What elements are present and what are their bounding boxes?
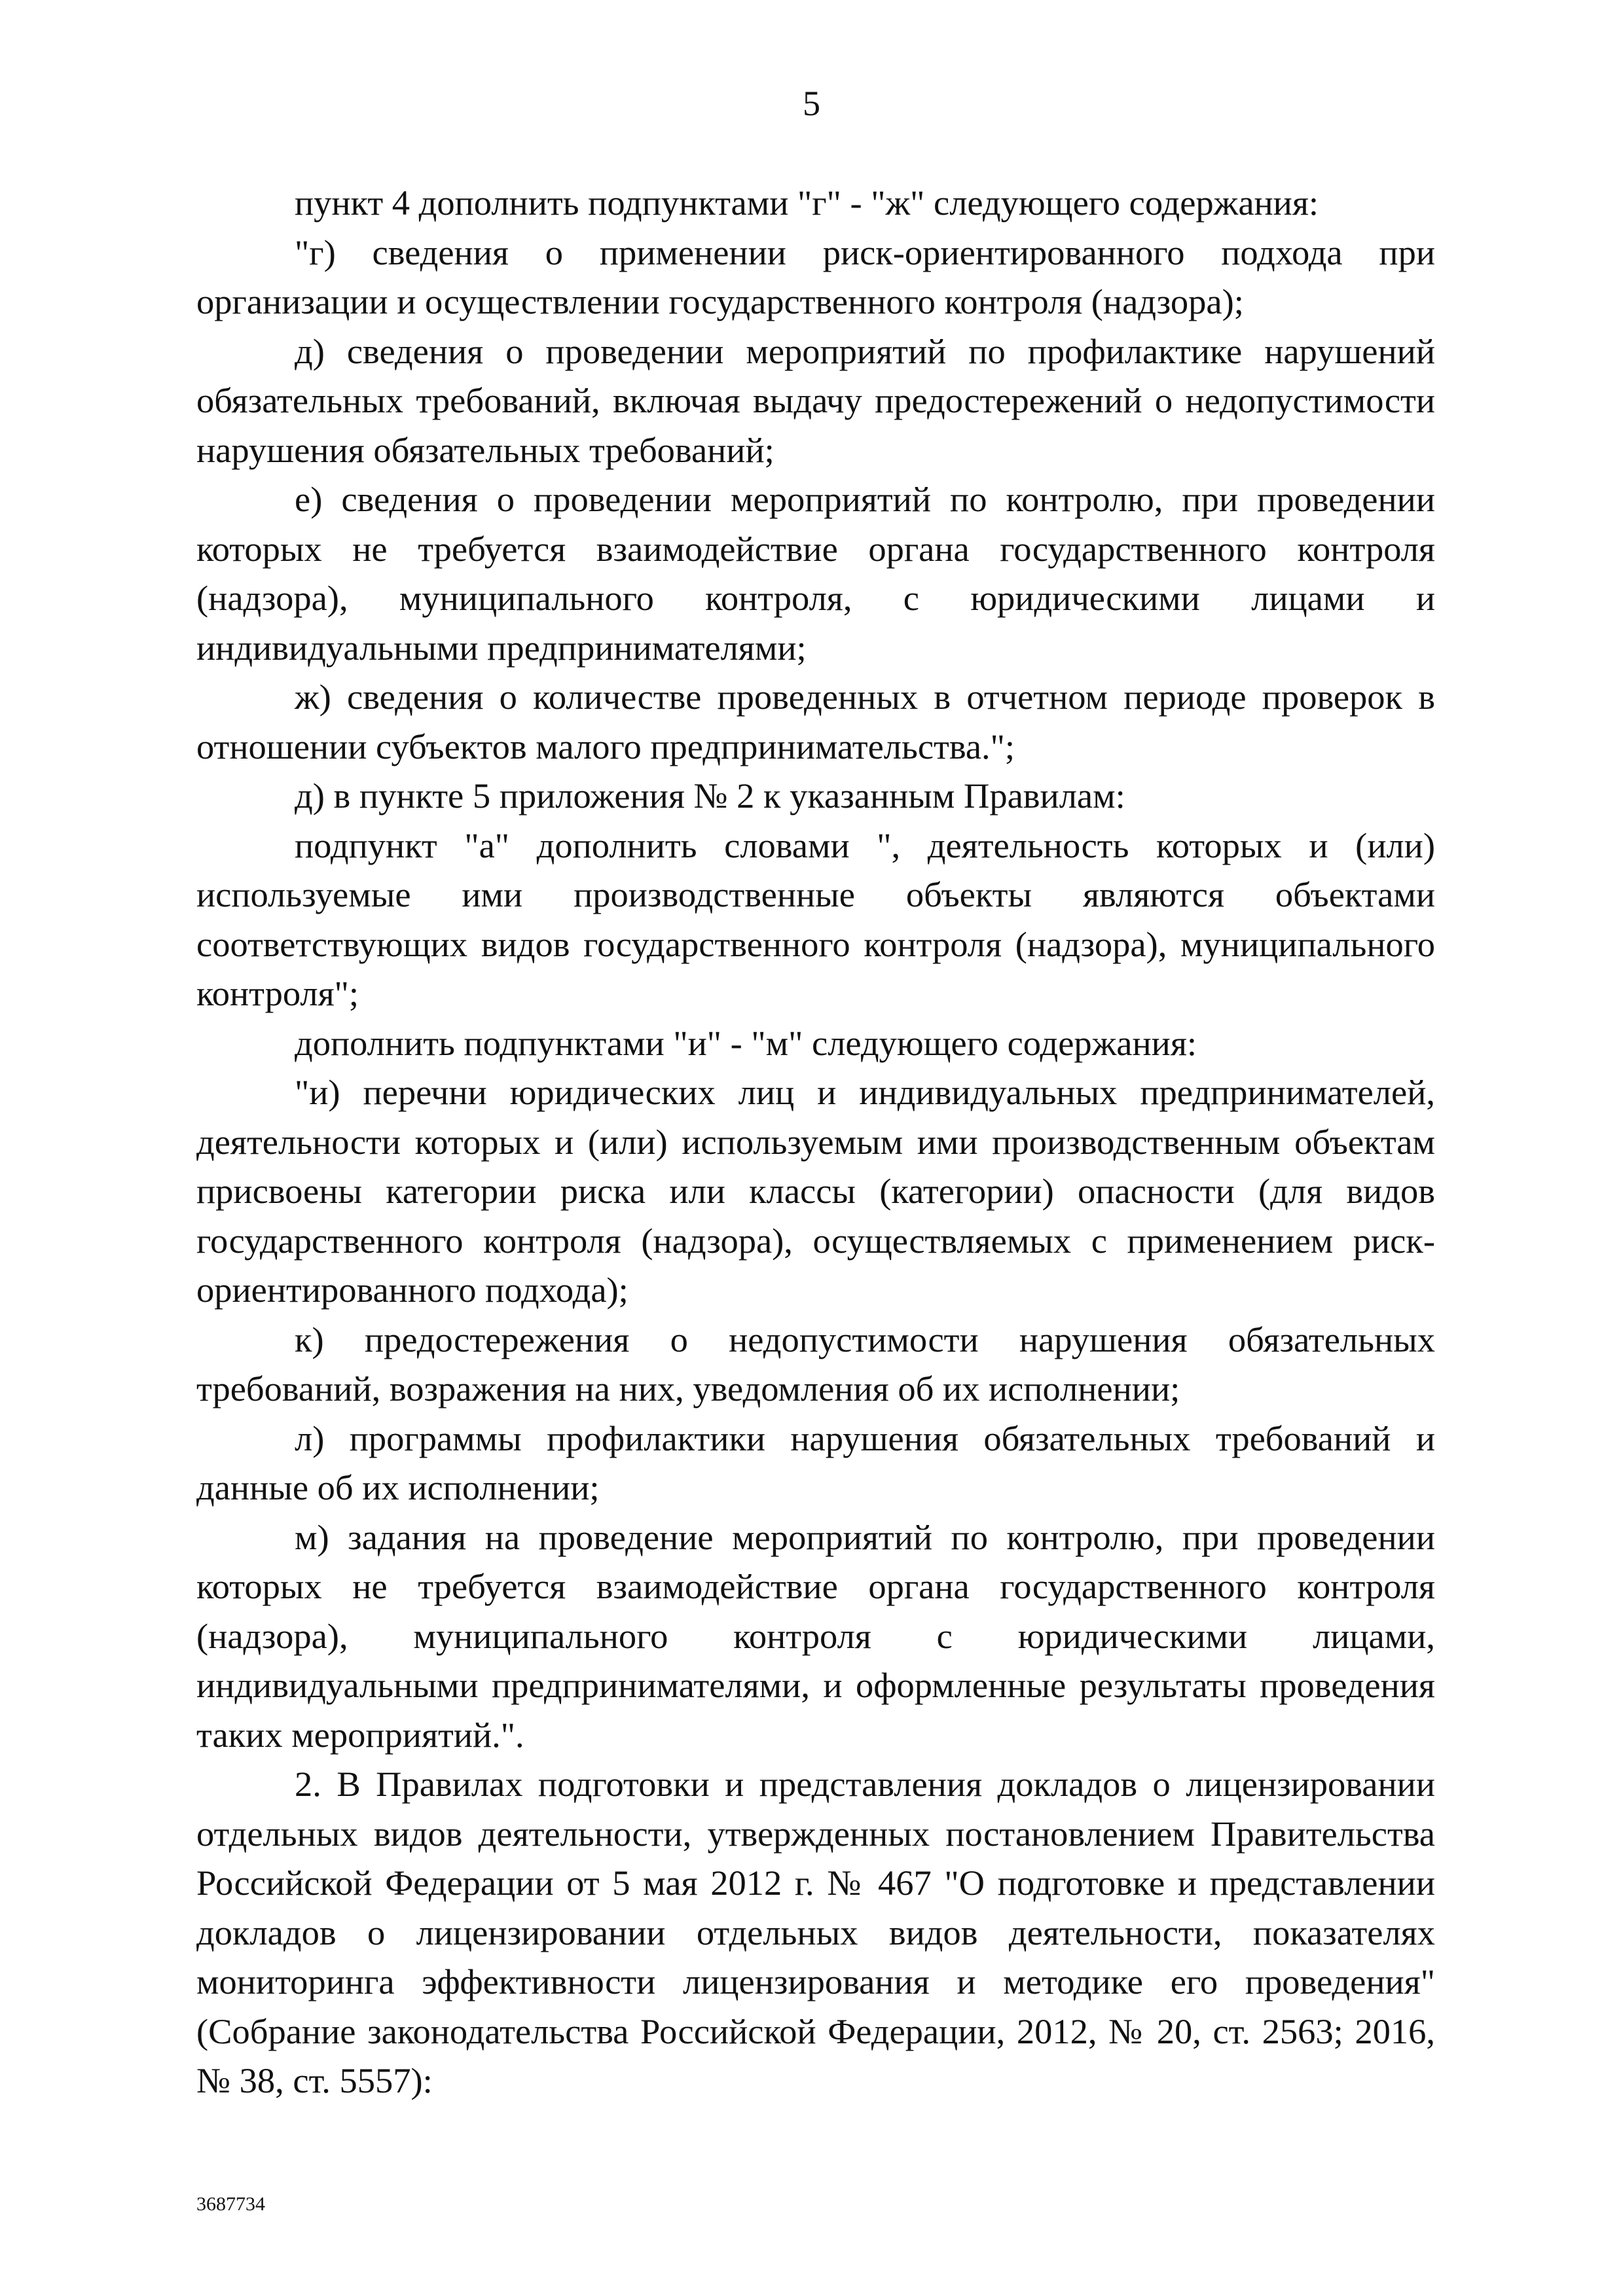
paragraph-item-d-point-5: д) в пункте 5 приложения № 2 к указанным Правилам: [295, 776, 1125, 816]
paragraph-subitem-i: "и) перечни юридических лиц и индивидуальных предпринимателей, деятельности которых и (или) используемым ими производственным объектам присвоены категории риска или классы (категории) опасности (для видов государственного контроля (надзора), осуществляемых с применением риск-ориентированного подхода); [196, 1072, 1435, 1310]
paragraph-subitem-a-addition: подпункт "а" дополнить словами ", деятельность которых и (или) используемые ими производственные объекты являются объектами соответствующих видов государственного контроля (надзора), муниципального контроля"; [196, 825, 1435, 1013]
paragraph-subitems-i-m-intro: дополнить подпунктами "и" - "м" следующего содержания: [295, 1022, 1197, 1063]
document-code: 3687734 [196, 2193, 265, 2215]
paragraph-subitem-g: "г) сведения о применении риск-ориентированного подхода при организации и осуществлении государственного контроля (надзора); [196, 232, 1435, 321]
paragraph-item-4-addition: пункт 4 дополнить подпунктами "г" - "ж" следующего содержания: [295, 183, 1319, 223]
paragraph-subitem-m: м) задания на проведение мероприятий по контролю, при проведении которых не требуется взаимодействие органа государственного контроля (надзора), муниципального контроля с юридическими лицами, индивидуальными предпринимателями, и оформленные результаты проведения таких мероприятий.". [196, 1516, 1435, 1755]
paragraph-subitem-d: д) сведения о проведении мероприятий по профилактике нарушений обязательных требований, включая выдачу предостережений о недопустимости нарушения обязательных требований; [196, 331, 1435, 470]
paragraph-subitem-zh: ж) сведения о количестве проведенных в отчетном периоде проверок в отношении субъектов малого предпринимательства."; [196, 677, 1435, 766]
paragraph-subitem-e: е) сведения о проведении мероприятий по контролю, при проведении которых не требуется взаимодействие органа государственного контроля (надзора), муниципального контроля, с юридическими лицами и индивидуальными предпринимателями; [196, 479, 1435, 668]
paragraph-subitem-l: л) программы профилактики нарушения обязательных требований и данные об их исполнении; [196, 1418, 1435, 1507]
paragraph-section-2: 2. В Правилах подготовки и представления докладов о лицензировании отдельных видов деятельности, утвержденных постановлением Правительства Российской Федерации от 5 мая 2012 г. № 467 "О подготовке и представлении докладов о лицензировании отдельных видов деятельности, показателях мониторинга эффективности лицензирования и методике его проведения" (Собрание законодательства Российской Федерации, 2012, № 20, ст. 2563; 2016, № 38, ст. 5557): [196, 1764, 1435, 2100]
paragraph-subitem-k: к) предостережения о недопустимости нарушения обязательных требований, возражения на них, уведомления об их исполнении; [196, 1319, 1435, 1408]
page-number: 5 [803, 84, 820, 123]
document-body [196, 178, 1435, 2106]
